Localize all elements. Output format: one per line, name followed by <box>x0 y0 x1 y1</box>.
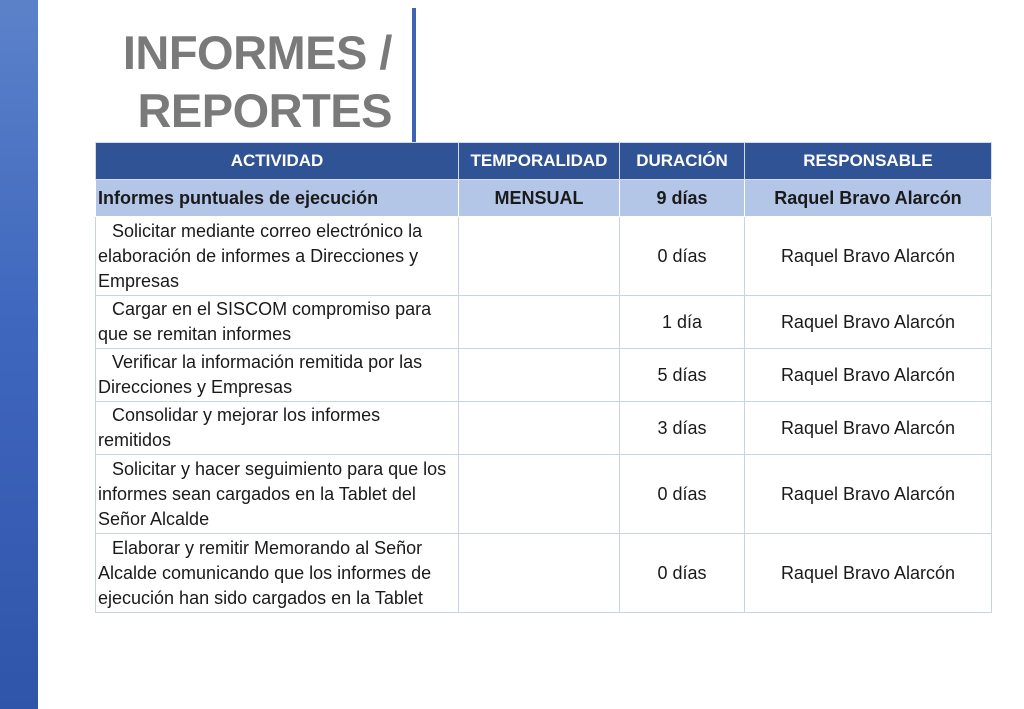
row-responsable: Raquel Bravo Alarcón <box>745 534 992 613</box>
row-duracion: 0 días <box>620 455 745 534</box>
row-actividad: Consolidar y mejorar los informes remitidos <box>96 402 459 455</box>
row-responsable: Raquel Bravo Alarcón <box>745 217 992 296</box>
title-line-1: INFORMES / <box>122 26 392 79</box>
summary-row <box>96 180 992 217</box>
row-temporalidad <box>459 296 620 349</box>
row-actividad: Elaborar y remitir Memorando al Señor Alcalde comunicando que los informes de ejecución han sido cargados en la Tablet <box>96 534 459 613</box>
row-actividad: Verificar la información remitida por las Direcciones y Empresas <box>96 349 459 402</box>
header-temporalidad: TEMPORALIDAD <box>459 143 620 180</box>
table-header-row <box>96 143 992 180</box>
row-responsable: Raquel Bravo Alarcón <box>745 402 992 455</box>
title-divider <box>412 8 416 143</box>
table-row <box>96 217 992 296</box>
row-temporalidad <box>459 402 620 455</box>
side-accent-bar <box>0 0 38 709</box>
row-actividad: Cargar en el SISCOM compromiso para que se remitan informes <box>96 296 459 349</box>
summary-actividad: Informes puntuales de ejecución <box>96 180 459 217</box>
row-duracion: 0 días <box>620 217 745 296</box>
summary-responsable: Raquel Bravo Alarcón <box>745 180 992 217</box>
summary-duracion: 9 días <box>620 180 745 217</box>
table-row <box>96 455 992 534</box>
table-row <box>96 534 992 613</box>
table-row <box>96 296 992 349</box>
header-responsable: RESPONSABLE <box>745 143 992 180</box>
header-actividad: ACTIVIDAD <box>96 143 459 180</box>
summary-temporalidad: MENSUAL <box>459 180 620 217</box>
row-actividad: Solicitar y hacer seguimiento para que los informes sean cargados en la Tablet del Señor Alcalde <box>96 455 459 534</box>
row-temporalidad <box>459 217 620 296</box>
row-duracion: 3 días <box>620 402 745 455</box>
row-temporalidad <box>459 349 620 402</box>
activities-table <box>95 142 992 613</box>
row-duracion: 5 días <box>620 349 745 402</box>
header-duracion: DURACIÓN <box>620 143 745 180</box>
row-duracion: 1 día <box>620 296 745 349</box>
page-title <box>92 24 392 140</box>
table-row <box>96 402 992 455</box>
row-temporalidad <box>459 534 620 613</box>
row-responsable: Raquel Bravo Alarcón <box>745 296 992 349</box>
table-row <box>96 349 992 402</box>
title-line-2: REPORTES <box>137 84 392 137</box>
row-responsable: Raquel Bravo Alarcón <box>745 349 992 402</box>
row-responsable: Raquel Bravo Alarcón <box>745 455 992 534</box>
row-actividad: Solicitar mediante correo electrónico la elaboración de informes a Direcciones y Empresas <box>96 217 459 296</box>
activities-table-container <box>95 142 991 613</box>
row-temporalidad <box>459 455 620 534</box>
row-duracion: 0 días <box>620 534 745 613</box>
